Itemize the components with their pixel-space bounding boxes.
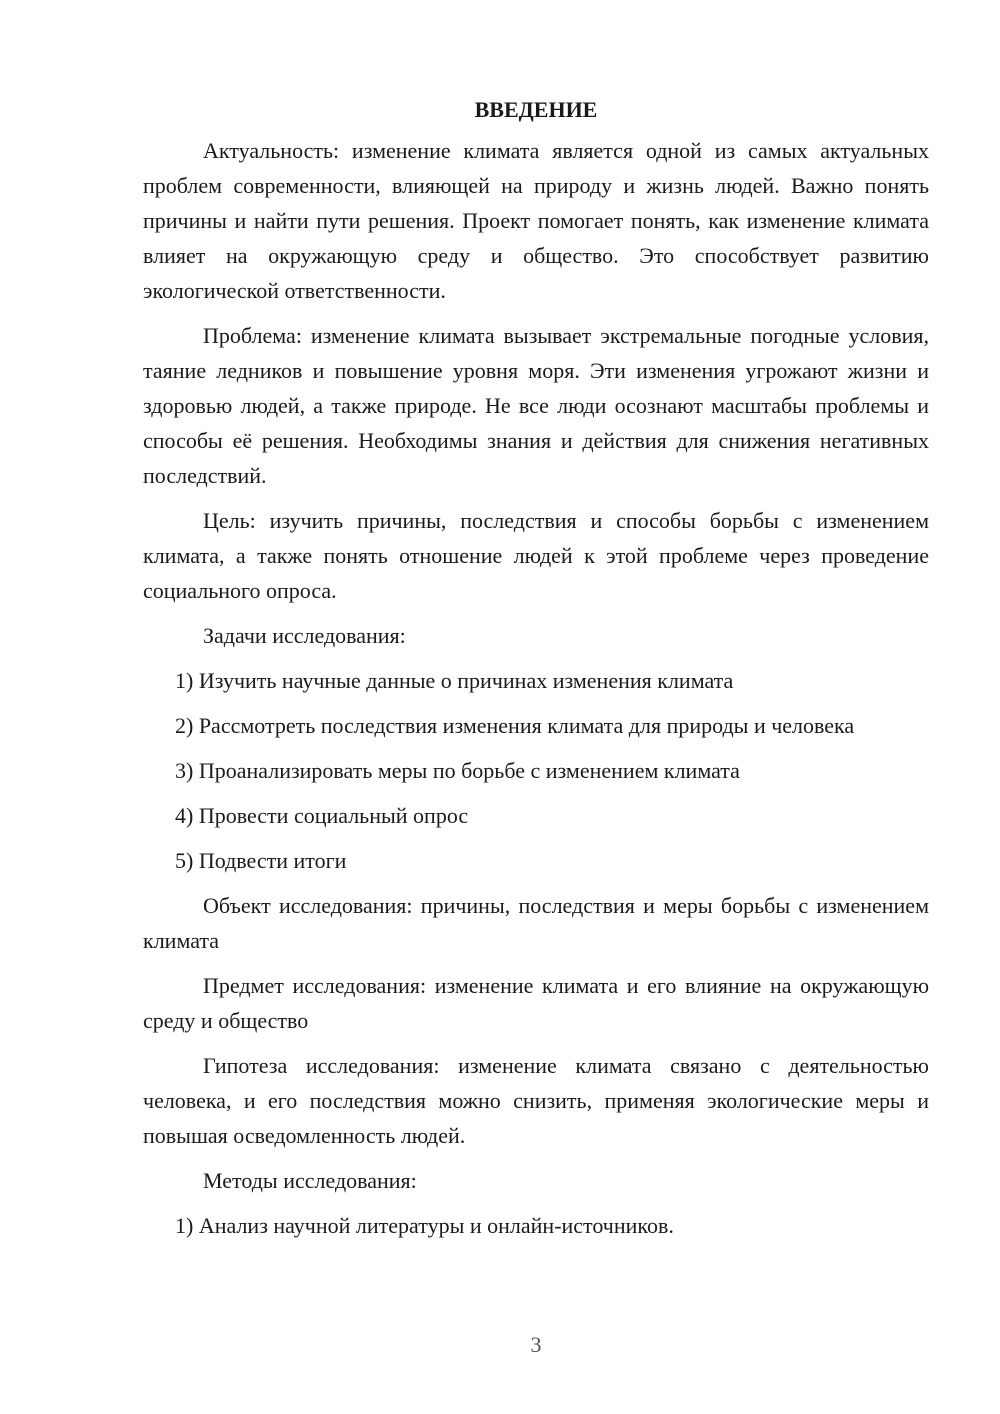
object-paragraph: Объект исследования: причины, последствия и меры борьбы с изменением климата bbox=[143, 893, 929, 953]
document-page bbox=[143, 92, 929, 1253]
problem-paragraph: Проблема: изменение климата вызывает экстремальные погодные условия, таяние ледников и повышение уровня моря. Эти изменения угрожают жизни и здоровью людей, а также природе. Не все люди осознают масштабы проблемы и способы её решения. Необходимы знания и действия для снижения негативных последствий. bbox=[143, 323, 929, 488]
task-item: 5) Подвести итоги bbox=[175, 848, 347, 873]
tasks-label: Задачи исследования: bbox=[203, 623, 406, 648]
relevance-paragraph: Актуальность: изменение климата является одной из самых актуальных проблем современности, влияющей на природу и жизнь людей. Важно понять причины и найти пути решения. Проект помогает понять, как изменение климата влияет на окружающую среду и общество. Это способствует развитию экологической ответственности. bbox=[143, 138, 929, 303]
method-item: 1) Анализ научной литературы и онлайн-источников. bbox=[175, 1213, 674, 1238]
task-item: 3) Проанализировать меры по борьбе с изменением климата bbox=[175, 758, 740, 783]
methods-label: Методы исследования: bbox=[203, 1168, 417, 1193]
subject-paragraph: Предмет исследования: изменение климата и его влияние на окружающую среду и общество bbox=[143, 973, 929, 1033]
page-title: ВВЕДЕНИЕ bbox=[474, 97, 598, 122]
hypothesis-paragraph: Гипотеза исследования: изменение климата связано с деятельностью человека, и его последствия можно снизить, применяя экологические меры и повышая осведомленность людей. bbox=[143, 1053, 929, 1148]
task-item: 2) Рассмотреть последствия изменения климата для природы и человека bbox=[175, 713, 855, 738]
task-item: 1) Изучить научные данные о причинах изменения климата bbox=[175, 668, 734, 693]
page-number: 3 bbox=[530, 1332, 542, 1357]
goal-paragraph: Цель: изучить причины, последствия и способы борьбы с изменением климата, а также понять отношение людей к этой проблеме через проведение социального опроса. bbox=[143, 508, 929, 603]
task-item: 4) Провести социальный опрос bbox=[175, 803, 469, 828]
